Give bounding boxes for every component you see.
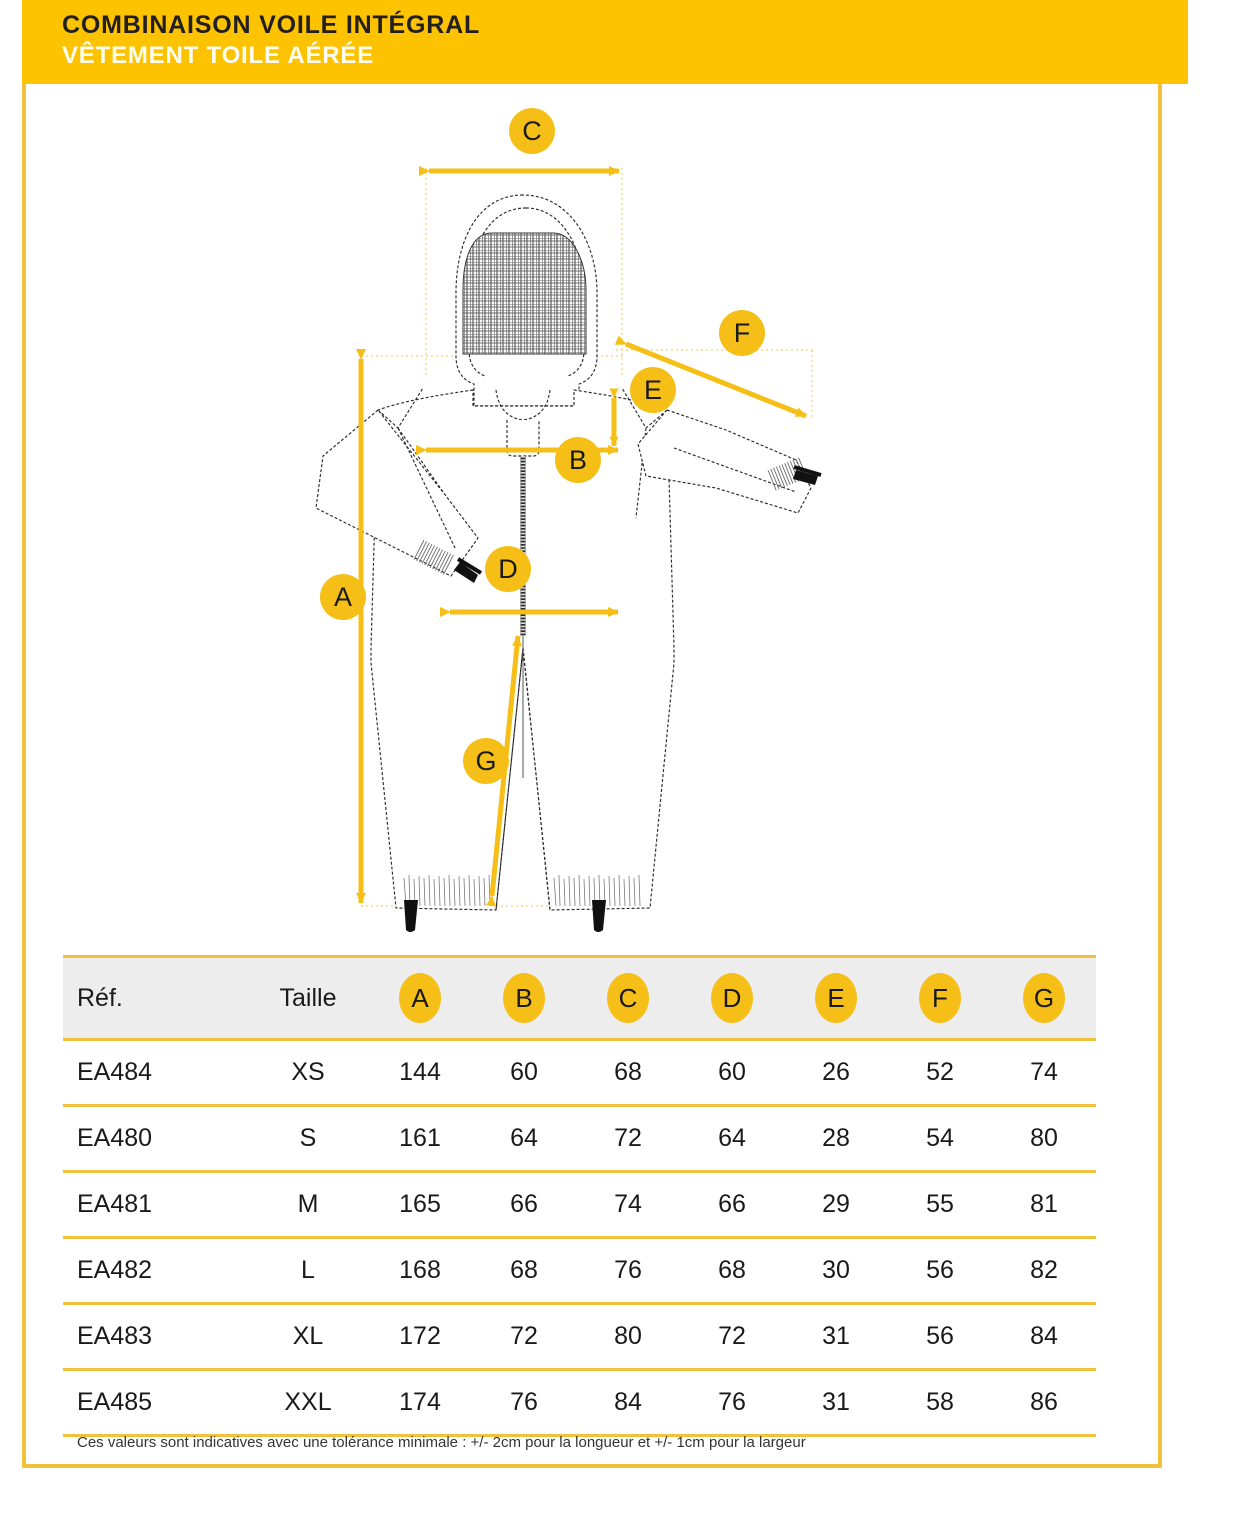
page-frame-bottom-rule (22, 1464, 1162, 1468)
cell-a: 144 (399, 1058, 441, 1086)
column-header-b: B (503, 973, 545, 1023)
column-header-c: C (607, 973, 649, 1023)
cell-d: 72 (718, 1322, 746, 1350)
cell-d: 68 (718, 1256, 746, 1284)
cell-d: 64 (718, 1124, 746, 1152)
cell-g: 74 (1030, 1058, 1058, 1086)
cell-ref: EA483 (77, 1322, 153, 1350)
cell-b: 66 (510, 1190, 538, 1218)
cell-ref: EA481 (77, 1190, 153, 1218)
table-row (63, 1371, 1096, 1437)
cell-b: 76 (510, 1388, 538, 1416)
table-row (63, 1239, 1096, 1305)
cell-e: 31 (822, 1388, 850, 1416)
veil-mesh (463, 233, 586, 354)
cell-c: 84 (614, 1388, 642, 1416)
cell-f: 55 (926, 1190, 954, 1218)
cell-e: 29 (822, 1190, 850, 1218)
cell-ref: EA480 (77, 1124, 153, 1152)
cell-f: 52 (926, 1058, 954, 1086)
column-header-ref: Réf. (77, 983, 123, 1012)
tolerance-footnote: Ces valeurs sont indicatives avec une tolérance minimale : +/- 2cm pour la longueur et +/- 1cm pour la largeur (77, 1434, 806, 1451)
cell-d: 66 (718, 1190, 746, 1218)
cell-taille: M (297, 1190, 319, 1218)
cell-a: 174 (399, 1388, 441, 1416)
column-header-taille: Taille (279, 983, 337, 1012)
table-row (63, 1305, 1096, 1371)
garment-svg (26, 88, 1158, 948)
cell-c: 68 (614, 1058, 642, 1086)
table-row (63, 1107, 1096, 1173)
cell-ref: EA485 (77, 1388, 153, 1416)
page-frame-right-rule (1158, 0, 1162, 1468)
cell-a: 172 (399, 1322, 441, 1350)
page-title: COMBINAISON VOILE INTÉGRAL (62, 11, 481, 39)
cell-taille: S (299, 1124, 317, 1152)
cell-b: 68 (510, 1256, 538, 1284)
cell-g: 82 (1030, 1256, 1058, 1284)
column-header-f: F (919, 973, 961, 1023)
cell-g: 81 (1030, 1190, 1058, 1218)
size-table (63, 955, 1096, 1437)
cell-c: 74 (614, 1190, 642, 1218)
cell-f: 58 (926, 1388, 954, 1416)
cell-f: 56 (926, 1256, 954, 1284)
cell-taille: XL (292, 1322, 324, 1350)
dimension-badge-c: C (509, 108, 555, 154)
dimension-badge-g: G (463, 738, 509, 784)
cell-f: 54 (926, 1124, 954, 1152)
dimension-badge-a: A (320, 574, 366, 620)
cell-f: 56 (926, 1322, 954, 1350)
cell-g: 84 (1030, 1322, 1058, 1350)
cell-taille: XS (291, 1058, 325, 1086)
table-header-row (63, 955, 1096, 1041)
cell-a: 165 (399, 1190, 441, 1218)
cell-d: 76 (718, 1388, 746, 1416)
cell-e: 28 (822, 1124, 850, 1152)
column-header-e: E (815, 973, 857, 1023)
dimension-badge-b: B (555, 437, 601, 483)
cell-ref: EA482 (77, 1256, 153, 1284)
header-band (22, 0, 1188, 84)
cell-ref: EA484 (77, 1058, 153, 1086)
cell-b: 72 (510, 1322, 538, 1350)
dimension-badge-e: E (630, 367, 676, 413)
page-subtitle: VÊTEMENT TOILE AÉRÉE (62, 41, 375, 69)
column-header-g: G (1023, 973, 1065, 1023)
cell-g: 80 (1030, 1124, 1058, 1152)
cell-e: 30 (822, 1256, 850, 1284)
cell-b: 64 (510, 1124, 538, 1152)
cell-c: 76 (614, 1256, 642, 1284)
column-header-d: D (711, 973, 753, 1023)
cell-a: 168 (399, 1256, 441, 1284)
cell-a: 161 (399, 1124, 441, 1152)
table-row (63, 1173, 1096, 1239)
cell-e: 31 (822, 1322, 850, 1350)
cell-d: 60 (718, 1058, 746, 1086)
cell-taille: XXL (284, 1388, 332, 1416)
dimension-badge-f: F (719, 310, 765, 356)
cell-c: 72 (614, 1124, 642, 1152)
cell-c: 80 (614, 1322, 642, 1350)
table-row (63, 1041, 1096, 1107)
dimension-badge-d: D (485, 546, 531, 592)
cell-b: 60 (510, 1058, 538, 1086)
column-header-a: A (399, 973, 441, 1023)
cell-g: 86 (1030, 1388, 1058, 1416)
cell-e: 26 (822, 1058, 850, 1086)
garment-technical-drawing (26, 88, 1158, 948)
cell-taille: L (301, 1256, 315, 1284)
